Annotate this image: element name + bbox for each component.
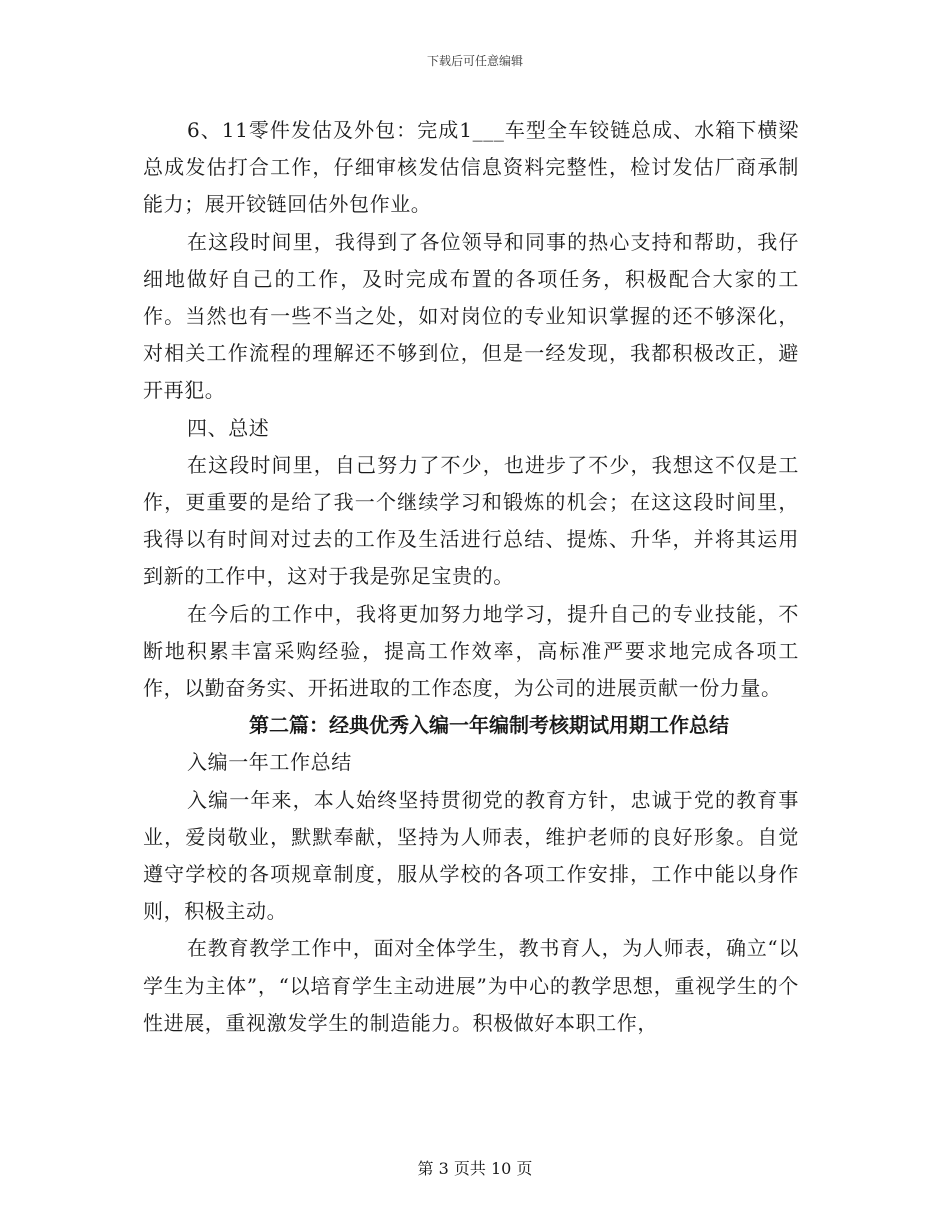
section-summary-title: 四、总述 <box>187 415 270 440</box>
page-number-footer: 第 3 页共 10 页 <box>417 1159 533 1178</box>
paragraph-parts-outsourcing: 6、11零件发估及外包：完成1___车型全车铰链总成、水箱下横梁总成发估打合工作，仔细审核发估信息资料完整性，检讨发估厂商承制能力；展开铰链回估外包作业。 <box>143 118 799 217</box>
paragraph-teaching-work: 在教育教学工作中，面对全体学生，教书育人，为人师表，确立“以学生为主体”，“以培育学生主动进展”为中心的教学思想，重视学生的个性进展，重视激发学生的制造能力。积极做好本职工作， <box>143 936 799 1035</box>
paragraph-future-work: 在今后的工作中，我将更加努力地学习，提升自己的专业技能，不断地积累丰富采购经验，提高工作效率，高标准严要求地完成各项工作，以勤奋务实、开拓进取的工作态度，为公司的进展贡献一份力量。 <box>143 601 799 701</box>
article-heading: 第二篇：经典优秀入编一年编制考核期试用期工作总结 <box>249 713 729 738</box>
paragraph-summary-progress: 在这段时间里，自己努力了不少，也进步了不少，我想这不仅是工作，更重要的是给了我一个继续学习和锻炼的机会；在这这段时间里，我得以有时间对过去的工作及生活进行总结、提炼、升华，并将其运用到新的工作中，这对于我是弥足宝贵的。 <box>143 452 799 589</box>
page-header: 下载后可任意编辑 <box>426 54 523 68</box>
paragraph-support-reflection: 在这段时间里，我得到了各位领导和同事的热心支持和帮助，我仔细地做好自己的工作，及时完成布置的各项任务，积极配合大家的工作。当然也有一些不当之处，如对岗位的专业知识掌握的还不够深化，对相关工作流程的理解还不够到位，但是一经发现，我都积极改正，避开再犯。 <box>143 229 799 403</box>
paragraph-one-year-conduct: 入编一年来，本人始终坚持贯彻党的教育方针，忠诚于党的教育事业，爱岗敬业，默默奉献，坚持为人师表，维护老师的良好形象。自觉遵守学校的各项规章制度，服从学校的各项工作安排，工作中能以身作则，积极主动。 <box>143 787 799 924</box>
subheading-one-year-summary: 入编一年工作总结 <box>187 750 352 775</box>
document-body <box>143 112 799 1042</box>
